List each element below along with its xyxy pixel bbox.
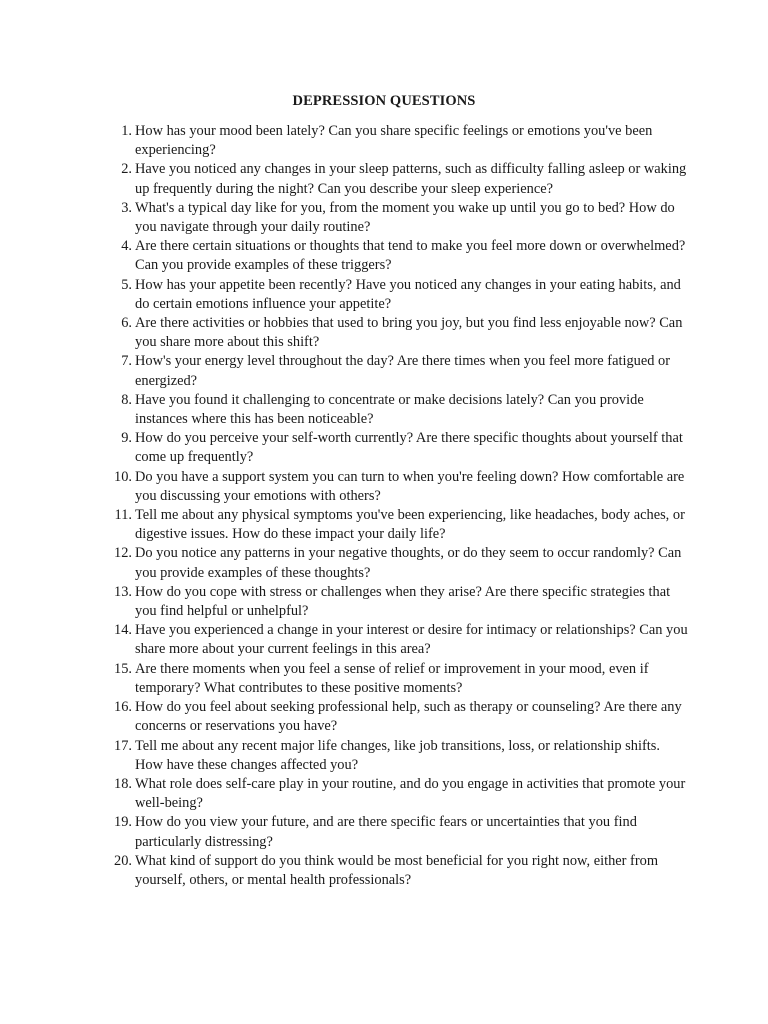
question-item	[108, 852, 688, 890]
question-item	[108, 122, 688, 160]
question-text: Have you found it challenging to concentrate or make decisions lately? Can you provide instances where this has been noticeable?	[135, 391, 644, 428]
question-number: 11.	[114, 507, 132, 524]
question-number: 14.	[114, 622, 132, 639]
question-text: Are there certain situations or thoughts that tend to make you feel more down or overwhelmed? Can you provide examples of these triggers?	[135, 238, 686, 274]
question-text: How do you feel about seeking professional help, such as therapy or counseling? Are there any concerns or reservations you have?	[135, 699, 682, 735]
question-text: Are there activities or hobbies that used to bring you joy, but you find less enjoyable now? Can you share more about this shift?	[135, 315, 683, 351]
question-list	[108, 122, 688, 890]
document-title: DEPRESSION QUESTIONS	[292, 93, 476, 109]
question-text: How has your mood been lately? Can you share specific feelings or emotions you've been experiencing?	[135, 123, 653, 159]
question-number: 13.	[114, 583, 132, 600]
question-number: 7.	[121, 353, 132, 370]
question-number: 9.	[121, 430, 132, 447]
question-item	[108, 237, 688, 275]
question-item	[108, 737, 688, 775]
question-number: 6.	[121, 315, 132, 332]
question-item	[108, 583, 688, 621]
question-item	[108, 698, 688, 736]
question-number: 18.	[114, 775, 132, 792]
question-number: 5.	[121, 276, 132, 293]
question-text: How has your appetite been recently? Have you noticed any changes in your eating habits, and do certain emotions influence your appetite?	[135, 276, 681, 312]
question-text: How do you perceive your self-worth currently? Are there specific thoughts about yourself that come up frequently?	[135, 430, 683, 466]
question-number: 3.	[121, 199, 132, 216]
question-number: 15.	[114, 660, 132, 677]
question-item	[108, 199, 688, 237]
question-item	[108, 468, 688, 506]
question-item	[108, 429, 688, 467]
question-item	[108, 160, 688, 198]
question-number: 17.	[114, 737, 132, 754]
question-number: 10.	[114, 468, 132, 485]
question-text: Tell me about any recent major life changes, like job transitions, loss, or relationship shifts. How have these changes affected you?	[135, 737, 660, 773]
question-text: How do you view your future, and are there specific fears or uncertainties that you find particularly distressing?	[135, 814, 637, 850]
question-text: Have you experienced a change in your interest or desire for intimacy or relationships? Can you share more about your current feelings in this area?	[135, 622, 688, 658]
question-text: Have you noticed any changes in your sleep patterns, such as difficulty falling asleep or waking up frequently during the night? Can you describe your sleep experience?	[135, 161, 687, 197]
question-item	[108, 544, 688, 582]
question-item	[108, 391, 688, 429]
question-number: 2.	[121, 161, 132, 178]
question-text: What kind of support do you think would be most beneficial for you right now, either from yourself, others, or mental health professionals?	[135, 852, 659, 888]
question-number: 1.	[121, 123, 132, 139]
question-number: 20.	[114, 852, 132, 869]
question-item	[108, 314, 688, 352]
question-number: 12.	[114, 545, 132, 562]
question-text: Do you have a support system you can turn to when you're feeling down? How comfortable are you discussing your emotions with others?	[135, 468, 685, 504]
question-item	[108, 506, 688, 544]
question-text: What's a typical day like for you, from the moment you wake up until you go to bed? How do you navigate through your daily routine?	[135, 199, 675, 236]
question-text: What role does self-care play in your routine, and do you engage in activities that promote your well-being?	[135, 775, 686, 812]
question-text: Are there moments when you feel a sense of relief or improvement in your mood, even if temporary? What contributes to these positive moments?	[135, 660, 649, 696]
question-text: Do you notice any patterns in your negative thoughts, or do they seem to occur randomly? Can you provide examples of these thoughts?	[135, 545, 682, 581]
question-text: How do you cope with stress or challenges when they arise? Are there specific strategies that you find helpful or unhelpful?	[135, 583, 671, 620]
question-number: 16.	[114, 699, 132, 716]
question-item	[108, 352, 688, 390]
question-item	[108, 621, 688, 659]
question-item	[108, 660, 688, 698]
question-number: 19.	[114, 814, 132, 831]
question-item	[108, 276, 688, 314]
question-item	[108, 775, 688, 813]
question-text: How's your energy level throughout the day? Are there times when you feel more fatigued or energized?	[135, 353, 671, 389]
question-number: 4.	[121, 238, 132, 255]
question-item	[108, 813, 688, 851]
question-text: Tell me about any physical symptoms you've been experiencing, like headaches, body aches, or digestive issues. How do these impact your daily life?	[135, 507, 685, 543]
question-number: 8.	[121, 391, 132, 408]
